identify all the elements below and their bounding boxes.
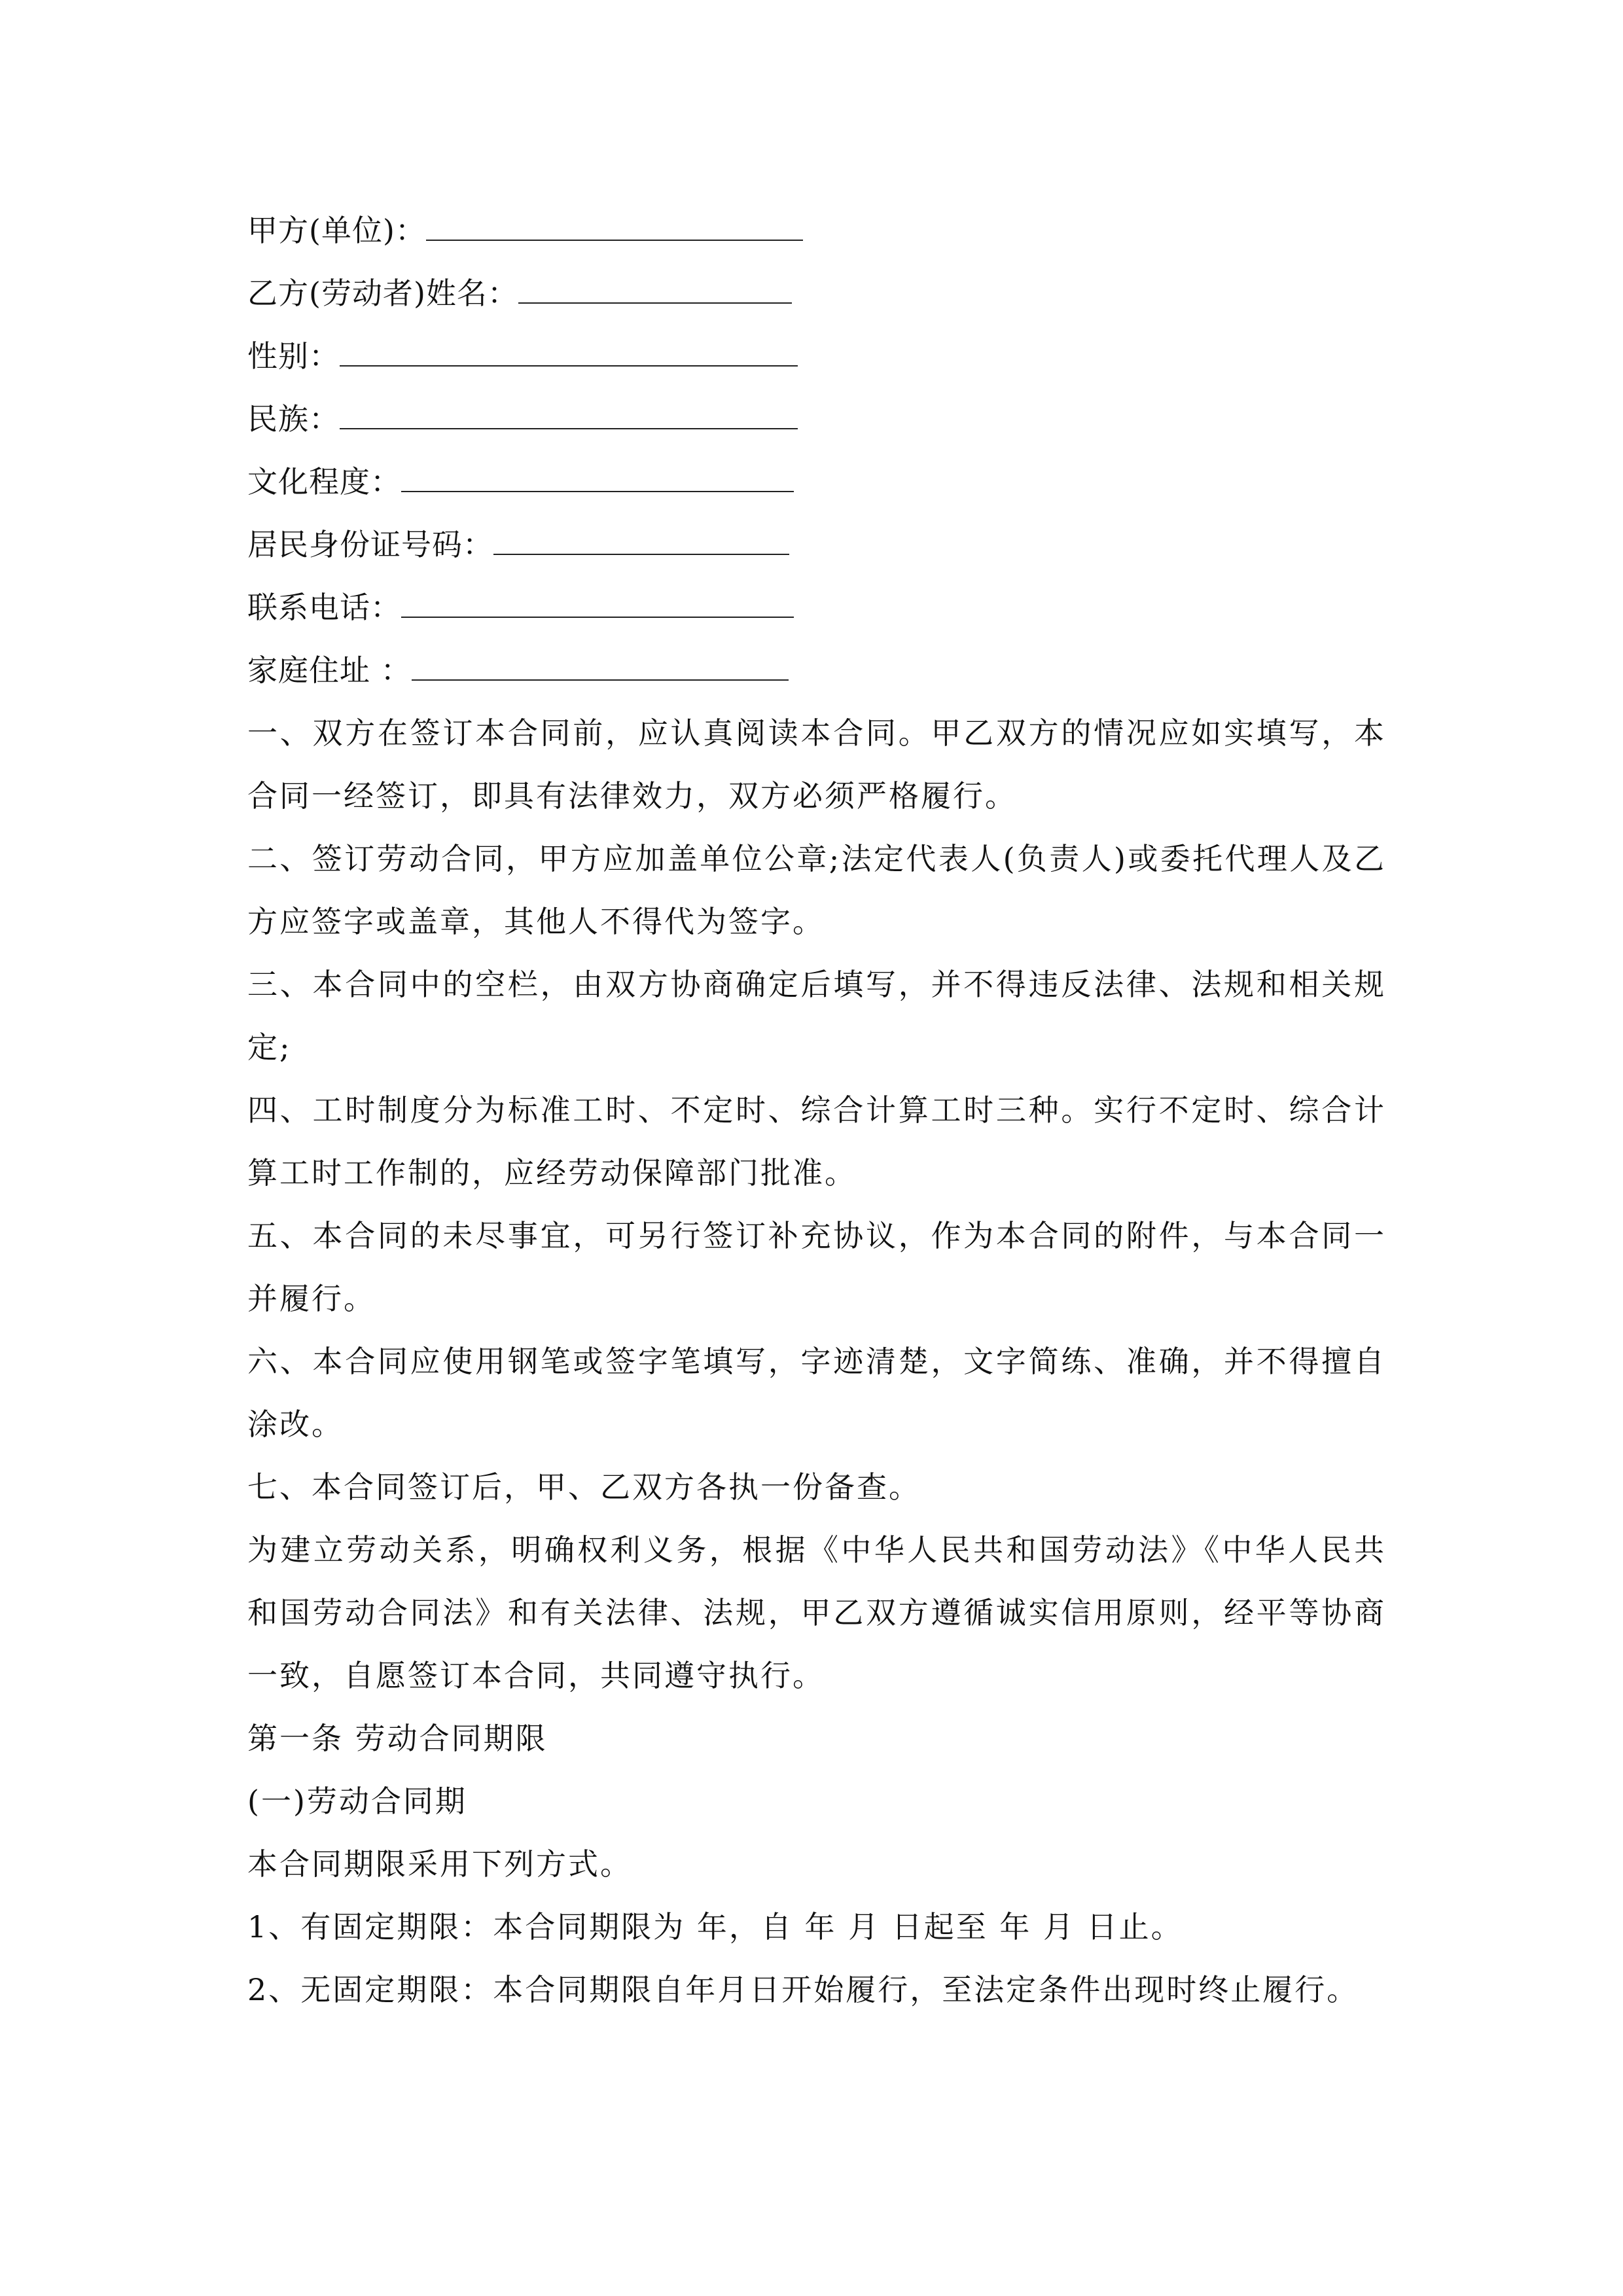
gender-blank[interactable] [340, 339, 798, 367]
education-field [247, 450, 1386, 513]
fixed-term-option: 1、有固定期限：本合同期限为 年，自 年 月 日起至 年 月 日止。 [247, 1909, 1183, 1945]
note-3: 三、本合同中的空栏，由双方协商确定后填写，并不得违反法律、法规和相关规定; [247, 967, 1386, 1065]
note-5: 五、本合同的未尽事宜，可另行签订补充协议，作为本合同的附件，与本合同一并履行。 [247, 1218, 1386, 1316]
phone-label: 联系电话： [247, 590, 401, 625]
section-intro: 本合同期限采用下列方式。 [247, 1846, 632, 1882]
note-2: 二、签订劳动合同，甲方应加盖单位公章;法定代表人(负责人)或委托代理人及乙方应签字或盖章，其他人不得代为签字。 [247, 841, 1386, 939]
address-label: 家庭住址 ： [247, 653, 412, 688]
party-b-name-label: 乙方(劳动者)姓名： [247, 276, 518, 311]
party-b-name-field [247, 262, 1386, 325]
id-number-blank[interactable] [493, 528, 789, 555]
address-blank[interactable] [412, 653, 789, 681]
document-body [247, 199, 1386, 2021]
education-label: 文化程度： [247, 464, 401, 499]
article-title: 第一条 劳动合同期限 [247, 1721, 548, 1756]
party-b-name-blank[interactable] [518, 276, 792, 304]
note-1: 一、双方在签订本合同前，应认真阅读本合同。甲乙双方的情况应如实填写，本合同一经签订，即具有法律效力，双方必须严格履行。 [247, 715, 1386, 814]
note-7: 七、本合同签订后，甲、乙双方各执一份备查。 [247, 1469, 921, 1505]
gender-field [247, 325, 1386, 387]
id-number-field [247, 513, 1386, 576]
party-a-blank[interactable] [426, 213, 803, 241]
note-6: 六、本合同应使用钢笔或签字笔填写，字迹清楚，文字简练、准确，并不得擅自涂改。 [247, 1344, 1386, 1442]
section-title: (一)劳动合同期 [247, 1784, 467, 1819]
ethnicity-label: 民族： [247, 401, 340, 437]
ethnicity-blank[interactable] [340, 402, 798, 429]
preamble-paragraph: 为建立劳动关系，明确权利义务，根据《中华人民共和国劳动法》《中华人民共和国劳动合同法》和有关法律、法规，甲乙双方遵循诚实信用原则，经平等协商一致，自愿签订本合同，共同遵守执行。 [247, 1532, 1386, 1693]
id-number-label: 居民身份证号码： [247, 527, 493, 562]
gender-label: 性别： [247, 338, 340, 374]
phone-field [247, 576, 1386, 639]
education-blank[interactable] [401, 465, 794, 492]
open-term-option: 2、无固定期限：本合同期限自年月日开始履行，至法定条件出现时终止履行。 [247, 1972, 1359, 2007]
note-4: 四、工时制度分为标准工时、不定时、综合计算工时三种。实行不定时、综合计算工时工作制的，应经劳动保障部门批准。 [247, 1092, 1386, 1191]
phone-blank[interactable] [401, 590, 794, 618]
party-a-field [247, 199, 1386, 262]
ethnicity-field [247, 387, 1386, 450]
address-field [247, 639, 1386, 702]
party-a-label: 甲方(单位)： [247, 213, 426, 248]
